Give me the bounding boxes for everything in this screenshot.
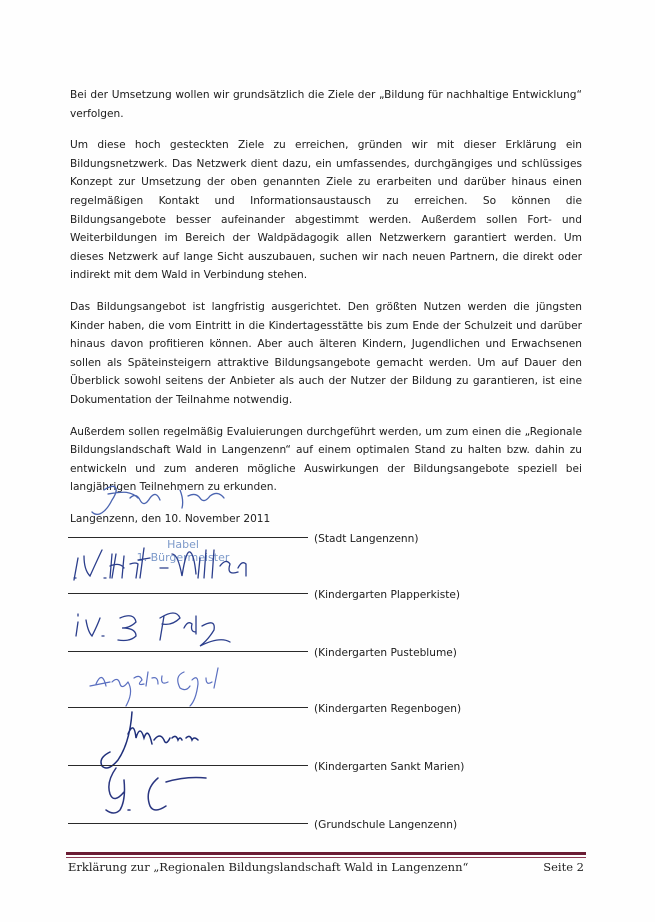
footer-rule [66,852,586,855]
paragraph-3: Das Bildungsangebot ist langfristig ausgerichtet. Den größten Nutzen werden die jüngsten Kinder haben, die vom Eintritt in die Kindertagesstätte bis zum Ende der Schulzeit und darüber hinaus davon profitieren können. Aber auch älteren Kindern, Jugendlichen und Erwachsenen sollen als Späteinsteigern attraktive Bildungsangebote gemacht werden. Um auf Dauer den Überblick sowohl seitens der Anbieter als auch der Nutzer der Bildung zu garantieren, ist eine Dokumentation der Teilnahme notwendig. [70,300,582,406]
body-text [70,86,582,541]
signature-line [68,765,308,766]
page-number: Seite 2 [543,860,584,874]
signature-pusteblume-handwriting [68,596,288,656]
signature-plapperkiste-handwriting [68,538,298,598]
paragraph-4: Außerdem sollen regelmäßig Evaluierungen durchgeführt werden, um zum einen die „Regionale Bildungslandschaft Wald in Langenzenn“ auf einem optimalen Stand zu halten bzw. dahin zu entwickeln und zum anderen mögliche Auswirkungen der Bildungsangebote speziell bei langjährigen Teilnehmern zu erkunden. [70,425,582,494]
signatory-role: (Kindergarten Plapperkiste) [314,589,461,601]
signatory-role: (Kindergarten Sankt Marien) [314,761,465,773]
signature-grundschule-handwriting [68,768,288,838]
signatory-role: (Stadt Langenzenn) [314,533,419,545]
place-date: Langenzenn, den 10. November 2011 [70,512,271,525]
signature-stadt-handwriting [68,482,268,542]
signature-line [68,593,308,594]
signatory-role: (Grundschule Langenzenn) [314,819,458,831]
stamp-name: Habel [167,538,199,551]
signature-line [68,823,308,824]
footer-rule-thin [66,857,586,858]
stamp-title: 1. Bürgermeister [136,551,230,564]
footer-title: Erklärung zur „Regionalen Bildungslandschaft Wald in Langenzenn“ [68,860,469,874]
paragraph-2: Um diese hoch gesteckten Ziele zu erreichen, gründen wir mit dieser Erklärung ein Bildungsnetzwerk. Das Netzwerk dient dazu, ein umfassendes, durchgängiges und schlüssiges Konzept zur Umsetzung der oben genannten Ziele zu erarbeiten und darüber hinaus einen regelmäßigen Kontakt und Informationsaustausch zu erreichen. So können die Bildungsangebote besser aufeinander abgestimmt werden. Außerdem sollen Fort- und Weiterbildungen im Bereich der Waldpädagogik allen Netzwerkern garantiert werden. Um dieses Netzwerk auf lange Sicht auszubauen, suchen wir nach neuen Partnern, die direkt oder indirekt mit dem Wald in Verbindung stehen. [70,139,582,282]
signature-line [68,707,308,708]
signature-block-grundschule [68,796,608,836]
paragraph-1: Bei der Umsetzung wollen wir grundsätzlich die Ziele der „Bildung für nachhaltige Entwicklung“ verfolgen. [70,89,582,120]
signatory-role: (Kindergarten Regenbogen) [314,703,462,715]
signatory-role: (Kindergarten Pusteblume) [314,647,457,659]
